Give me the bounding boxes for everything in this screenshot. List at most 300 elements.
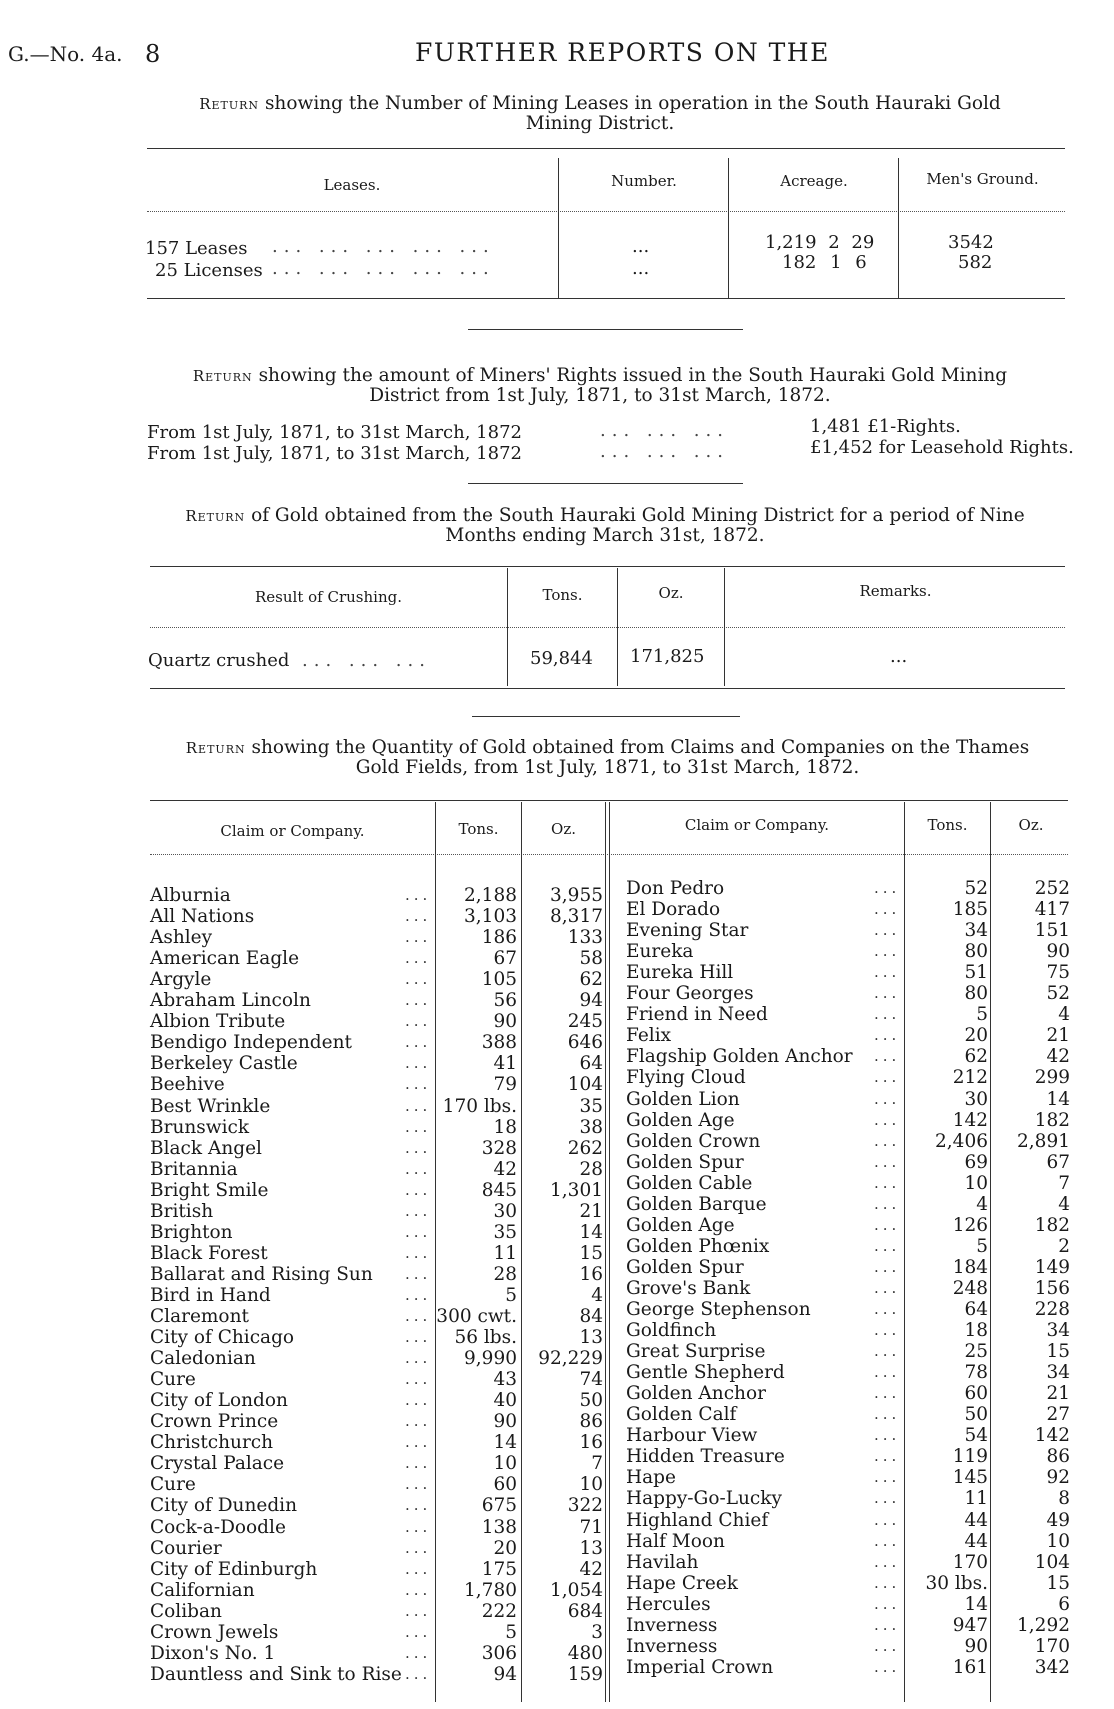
return-lead: Return — [185, 507, 246, 525]
claim-row — [150, 1601, 605, 1622]
claim-tons: 11 — [964, 1488, 988, 1510]
leader-dots: ... — [874, 1110, 901, 1129]
claim-oz: 16 — [579, 1263, 603, 1285]
claim-tons: 388 — [481, 1032, 517, 1054]
col-header-tons: Tons. — [542, 586, 583, 604]
claim-name: Hidden Treasure — [626, 1446, 785, 1468]
claim-tons: 9,990 — [464, 1348, 517, 1370]
claim-name: Berkeley Castle — [150, 1053, 298, 1075]
claim-oz: 71 — [579, 1516, 603, 1538]
claim-oz: 646 — [567, 1032, 603, 1054]
claim-row — [150, 1159, 605, 1180]
leases-return-title — [150, 94, 1050, 134]
claim-row — [626, 1320, 1071, 1341]
leader-dots: ... — [874, 1278, 901, 1297]
claim-oz: 262 — [567, 1137, 603, 1159]
claim-tons: 43 — [493, 1369, 517, 1391]
col-header-mens-ground: Men's Ground. — [926, 170, 1039, 188]
leader-dots: ... — [405, 1370, 432, 1389]
claim-oz: 4 — [1058, 1193, 1070, 1215]
claim-tons: 60 — [964, 1383, 988, 1405]
claim-oz: 13 — [579, 1537, 603, 1559]
claim-row — [626, 1194, 1071, 1215]
claim-name: Beehive — [150, 1074, 225, 1096]
leader-dots: ... — [874, 1636, 901, 1655]
claim-oz: 34 — [1046, 1362, 1070, 1384]
claim-oz: 2,891 — [1017, 1130, 1070, 1152]
claim-tons: 10 — [493, 1453, 517, 1475]
rule — [150, 688, 1065, 689]
claim-row — [150, 1559, 605, 1580]
claim-oz: 42 — [1046, 1046, 1070, 1068]
claim-name: George Stephenson — [626, 1299, 811, 1320]
claim-tons: 5 — [976, 1004, 988, 1026]
rights-return-title — [150, 366, 1050, 406]
claim-oz: 84 — [579, 1306, 603, 1327]
section-separator — [468, 483, 743, 484]
claim-row — [150, 1474, 605, 1495]
claim-tons: 105 — [481, 969, 517, 991]
claim-oz: 38 — [579, 1116, 603, 1138]
leader-dots: ... — [874, 1510, 901, 1529]
claim-tons: 142 — [952, 1109, 988, 1131]
claim-name: Happy-Go-Lucky — [626, 1488, 782, 1510]
claim-tons: 161 — [952, 1656, 988, 1678]
leader-dots: ... — [874, 1489, 901, 1508]
leader-dots: ... — [874, 1594, 901, 1613]
report-code: G.—No. 4a. — [8, 42, 123, 66]
claim-tons: 14 — [493, 1432, 517, 1454]
rights-value: £1,452 for Leasehold Rights. — [810, 437, 1074, 458]
claim-tons: 3,103 — [464, 906, 517, 928]
leader-dots: ... — [874, 900, 901, 919]
claim-tons: 186 — [481, 927, 517, 949]
leader-dots: ... — [874, 1447, 901, 1466]
title-text: showing the Quantity of Gold obtained from Claims and Companies on the Thames — [245, 737, 1030, 758]
leader-dots: ... — [874, 1131, 901, 1150]
claim-tons: 67 — [493, 948, 517, 970]
lease-row-label: 157 Leases — [145, 238, 248, 259]
claim-name: Bird in Hand — [150, 1284, 271, 1306]
leader-dots: ... — [405, 1159, 432, 1178]
claim-oz: 10 — [1046, 1530, 1070, 1552]
col-divider — [605, 802, 606, 1702]
rule — [147, 148, 1065, 149]
claim-tons: 145 — [952, 1467, 988, 1489]
claim-name: Black Forest — [150, 1242, 268, 1264]
leader-dots: ... — [405, 1264, 432, 1283]
col-divider — [898, 158, 899, 298]
claim-oz: 299 — [1034, 1067, 1070, 1089]
claim-row — [626, 1215, 1071, 1236]
claim-name: Gentle Shepherd — [626, 1362, 785, 1384]
title-text: showing the Number of Mining Leases in operation in the South Hauraki Gold — [259, 93, 1001, 114]
claim-name: Ballarat and Rising Sun — [150, 1263, 373, 1285]
crushing-remarks: ... — [890, 646, 908, 667]
claim-tons: 300 cwt. — [436, 1306, 517, 1327]
claim-name: Inverness — [626, 1614, 718, 1636]
claim-tons: 90 — [493, 1411, 517, 1433]
claim-tons: 51 — [964, 962, 988, 984]
claim-row — [626, 983, 1071, 1004]
claim-name: Golden Calf — [626, 1404, 737, 1426]
claim-row — [150, 1053, 605, 1074]
claim-row — [150, 1180, 605, 1201]
claim-row — [626, 1510, 1071, 1531]
leader-dots: ... — [405, 907, 432, 926]
claim-oz: 16 — [579, 1432, 603, 1454]
claim-row — [626, 1257, 1071, 1278]
crushing-tons: 59,844 — [530, 648, 593, 669]
lease-row-acreage: 182 1 6 — [782, 252, 867, 273]
claim-tons: 30 — [964, 1088, 988, 1110]
leader-dots: ... — [874, 984, 901, 1003]
claim-row — [626, 1446, 1071, 1467]
claim-tons: 44 — [964, 1509, 988, 1531]
col-header-remarks: Remarks. — [859, 582, 932, 600]
claim-tons: 40 — [493, 1390, 517, 1412]
col-divider — [724, 568, 725, 686]
claim-row — [150, 948, 605, 969]
claim-name: American Eagle — [150, 948, 300, 970]
claim-row — [150, 1327, 605, 1348]
claim-row — [626, 878, 1071, 899]
claim-row — [626, 1067, 1071, 1088]
claim-row — [150, 1495, 605, 1516]
claim-row — [150, 1138, 605, 1159]
claim-name: Crown Prince — [150, 1411, 279, 1433]
leader-dots: ... — [405, 949, 432, 968]
claim-row — [626, 1046, 1071, 1067]
col-header-oz: Oz. — [1018, 816, 1044, 834]
claim-tons: 18 — [964, 1320, 988, 1342]
claim-name: Golden Spur — [626, 1256, 744, 1278]
leader-dots: ... — [405, 1138, 432, 1157]
claim-row — [150, 1011, 605, 1032]
claim-tons: 18 — [493, 1116, 517, 1138]
col-header-acreage: Acreage. — [780, 172, 848, 190]
claim-name: Friend in Need — [626, 1004, 768, 1026]
claim-tons: 56 lbs. — [454, 1327, 517, 1349]
claim-row — [150, 1453, 605, 1474]
claim-name: Golden Age — [626, 1109, 735, 1131]
claim-oz: 90 — [1046, 941, 1070, 963]
claim-oz: 15 — [1046, 1572, 1070, 1594]
leader-dots: ... — [405, 991, 432, 1010]
claim-oz: 151 — [1034, 920, 1070, 942]
title-text: of Gold obtained from the South Hauraki Gold Mining District for a period of Nine — [245, 505, 1025, 526]
claim-name: Alburnia — [150, 885, 231, 906]
claim-name: Golden Cable — [626, 1172, 753, 1194]
claim-oz: 170 — [1034, 1635, 1070, 1657]
claim-oz: 182 — [1034, 1214, 1070, 1236]
claim-name: Golden Barque — [626, 1193, 767, 1215]
claim-tons: 35 — [493, 1221, 517, 1243]
claim-tons: 62 — [964, 1046, 988, 1068]
claim-row — [626, 1025, 1071, 1046]
leader-dots: ... — [874, 1426, 901, 1445]
claim-oz: 34 — [1046, 1320, 1070, 1342]
claim-tons: 5 — [976, 1235, 988, 1257]
leader-dots: ... — [405, 1285, 432, 1304]
claim-name: Albion Tribute — [150, 1011, 286, 1033]
claim-name: Golden Phœnix — [626, 1235, 770, 1257]
claim-oz: 2 — [1058, 1235, 1070, 1257]
claim-name: Cock-a-Doodle — [150, 1516, 286, 1538]
leader-dots: ... — [405, 1243, 432, 1262]
claim-oz: 1,292 — [1017, 1614, 1070, 1636]
leader-dots: ... — [874, 921, 901, 940]
claim-oz: 86 — [579, 1411, 603, 1433]
claim-oz: 228 — [1034, 1299, 1070, 1320]
title-text-line2: Months ending March 31st, 1872. — [445, 525, 765, 546]
claim-name: Caledonian — [150, 1348, 256, 1370]
claim-name: Hercules — [626, 1593, 711, 1615]
claim-oz: 42 — [579, 1558, 603, 1580]
claim-name: Golden Spur — [626, 1151, 744, 1173]
claim-tons: 69 — [964, 1151, 988, 1173]
claim-row — [626, 941, 1071, 962]
claim-row — [150, 1643, 605, 1664]
claim-oz: 104 — [567, 1074, 603, 1096]
col-divider — [728, 158, 729, 298]
claim-name: Golden Crown — [626, 1130, 761, 1152]
claim-row — [150, 1264, 605, 1285]
claim-row — [150, 906, 605, 927]
crushing-oz: 171,825 — [630, 646, 705, 667]
claim-tons: 170 lbs. — [442, 1095, 517, 1117]
claim-name: Flagship Golden Anchor — [626, 1046, 853, 1068]
leader-dots: ... — [874, 1194, 901, 1213]
claim-oz: 252 — [1034, 878, 1070, 899]
claim-oz: 4 — [1058, 1004, 1070, 1026]
claim-tons: 80 — [964, 941, 988, 963]
claim-tons: 5 — [505, 1284, 517, 1306]
claim-name: City of London — [150, 1390, 288, 1412]
claim-name: Grove's Bank — [626, 1277, 751, 1299]
rights-period: From 1st July, 1871, to 31st March, 1872 — [147, 443, 522, 464]
claim-oz: 182 — [1034, 1109, 1070, 1131]
leader-dots: ... — [405, 1538, 432, 1557]
page-title: FURTHER REPORTS ON THE — [415, 38, 830, 67]
claim-name: Golden Lion — [626, 1088, 740, 1110]
col-header-leases: Leases. — [323, 176, 381, 194]
claim-name: Eureka Hill — [626, 962, 734, 984]
claim-oz: 21 — [579, 1200, 603, 1222]
claim-tons: 20 — [964, 1025, 988, 1047]
claim-row — [626, 899, 1071, 920]
claim-tons: 175 — [481, 1558, 517, 1580]
claim-tons: 248 — [952, 1277, 988, 1299]
claim-name: Bright Smile — [150, 1179, 269, 1201]
leader-dots: ... ... ... — [600, 441, 729, 462]
claim-tons: 5 — [505, 1621, 517, 1643]
claim-oz: 49 — [1046, 1509, 1070, 1531]
claim-tons: 54 — [964, 1425, 988, 1447]
claim-row — [150, 1117, 605, 1138]
claim-oz: 64 — [579, 1053, 603, 1075]
leader-dots: ... — [405, 1075, 432, 1094]
claim-row — [150, 1306, 605, 1327]
claim-row — [150, 1201, 605, 1222]
rule — [147, 211, 1065, 212]
leader-dots: ... — [405, 1201, 432, 1220]
claim-tons: 30 lbs. — [925, 1572, 988, 1594]
claim-name: Christchurch — [150, 1432, 274, 1454]
claim-name: City of Chicago — [150, 1327, 295, 1349]
claim-row — [150, 1074, 605, 1095]
claim-name: Don Pedro — [626, 878, 725, 899]
claim-name: Crown Jewels — [150, 1621, 279, 1643]
claim-name: City of Dunedin — [150, 1495, 297, 1517]
claim-tons: 947 — [952, 1614, 988, 1636]
claim-oz: 156 — [1034, 1277, 1070, 1299]
claim-tons: 79 — [493, 1074, 517, 1096]
claim-tons: 41 — [493, 1053, 517, 1075]
claim-oz: 92,229 — [538, 1348, 603, 1370]
col-header-result: Result of Crushing. — [255, 588, 402, 606]
lease-row-number: ... — [632, 258, 650, 279]
claim-tons: 4 — [976, 1193, 988, 1215]
claim-oz: 15 — [1046, 1341, 1070, 1363]
claim-oz: 92 — [1046, 1467, 1070, 1489]
claim-oz: 480 — [567, 1642, 603, 1664]
claim-row — [150, 1411, 605, 1432]
claim-oz: 58 — [579, 948, 603, 970]
claim-name: Black Angel — [150, 1137, 262, 1159]
claim-oz: 8,317 — [550, 906, 603, 928]
claim-row — [626, 1173, 1071, 1194]
col-header-oz: Oz. — [658, 584, 684, 602]
claim-name: Dauntless and Sink to Rise — [150, 1663, 402, 1685]
lease-row-mens-ground: 3542 — [948, 232, 994, 253]
claim-name: El Dorado — [626, 899, 721, 921]
claim-row — [626, 962, 1071, 983]
claim-name: Cure — [150, 1369, 196, 1391]
leader-dots: ... — [874, 1026, 901, 1045]
claim-oz: 75 — [1046, 962, 1070, 984]
claim-row — [626, 1299, 1071, 1320]
rule — [150, 627, 1065, 628]
claim-tons: 2,406 — [935, 1130, 988, 1152]
claim-row — [626, 1004, 1071, 1025]
claim-tons: 328 — [481, 1137, 517, 1159]
leader-dots: ... — [874, 963, 901, 982]
leader-dots: ... — [405, 1664, 432, 1683]
claim-row — [626, 1552, 1071, 1573]
claim-tons: 30 — [493, 1200, 517, 1222]
leader-dots: ... ... ... — [302, 650, 431, 671]
claim-row — [626, 1488, 1071, 1509]
claim-row — [150, 885, 605, 906]
claim-row — [150, 1096, 605, 1117]
claim-row — [626, 1636, 1071, 1657]
claim-row — [150, 1517, 605, 1538]
claim-tons: 212 — [952, 1067, 988, 1089]
leader-dots: ... — [405, 1433, 432, 1452]
claim-name: Golden Age — [626, 1214, 735, 1236]
claim-tons: 64 — [964, 1299, 988, 1320]
claim-row — [150, 1390, 605, 1411]
leader-dots: ... — [405, 1054, 432, 1073]
leader-dots: ... — [874, 1657, 901, 1676]
claim-row — [150, 1285, 605, 1306]
leader-dots: ... — [405, 1033, 432, 1052]
leader-dots: ... — [874, 879, 901, 897]
leader-dots: ... — [874, 1363, 901, 1382]
title-text-line2: District from 1st July, 1871, to 31st March, 1872. — [369, 385, 831, 406]
claim-tons: 10 — [964, 1172, 988, 1194]
leader-dots: ... — [405, 1307, 432, 1325]
leader-dots: ... — [874, 1236, 901, 1255]
claim-name: Britannia — [150, 1158, 238, 1180]
claim-row — [150, 1622, 605, 1643]
claim-oz: 21 — [1046, 1025, 1070, 1047]
title-text-line2: Gold Fields, from 1st July, 1871, to 31st March, 1872. — [355, 757, 860, 778]
claim-oz: 94 — [579, 990, 603, 1012]
leader-dots: ... — [874, 1384, 901, 1403]
claim-tons: 56 — [493, 990, 517, 1012]
claim-tons: 306 — [481, 1642, 517, 1664]
claim-row — [150, 1580, 605, 1601]
claim-tons: 94 — [493, 1663, 517, 1685]
claim-oz: 104 — [1034, 1551, 1070, 1573]
col-header-tons: Tons. — [458, 820, 499, 838]
claim-name: Claremont — [150, 1306, 249, 1327]
claim-oz: 67 — [1046, 1151, 1070, 1173]
col-divider — [609, 802, 610, 1702]
claim-name: Harbour View — [626, 1425, 758, 1447]
leader-dots: ... — [405, 1391, 432, 1410]
leader-dots: ... ... ... ... ... — [272, 258, 495, 279]
col-header-oz: Oz. — [551, 820, 576, 838]
leader-dots: ... — [405, 1580, 432, 1599]
col-header-claim: Claim or Company. — [220, 822, 365, 840]
claim-tons: 50 — [964, 1404, 988, 1426]
crushing-label: Quartz crushed — [148, 650, 290, 671]
claim-tons: 222 — [481, 1600, 517, 1622]
claim-name: Argyle — [150, 969, 212, 991]
leader-dots: ... — [405, 1349, 432, 1368]
claim-tons: 119 — [952, 1446, 988, 1468]
claim-oz: 417 — [1034, 899, 1070, 921]
claim-tons: 845 — [481, 1179, 517, 1201]
claim-oz: 1,054 — [550, 1579, 603, 1601]
claim-row — [626, 1467, 1071, 1488]
claim-tons: 185 — [952, 899, 988, 921]
claim-oz: 74 — [579, 1369, 603, 1391]
claim-row — [626, 1531, 1071, 1552]
claim-row — [150, 969, 605, 990]
leader-dots: ... ... ... ... ... — [272, 236, 495, 257]
claim-tons: 42 — [493, 1158, 517, 1180]
leader-dots: ... — [405, 1096, 432, 1115]
claim-oz: 13 — [579, 1327, 603, 1349]
leader-dots: ... — [405, 970, 432, 989]
leader-dots: ... — [405, 1559, 432, 1578]
claim-name: Best Wrinkle — [150, 1095, 271, 1117]
lease-row-label: 25 Licenses — [155, 260, 263, 281]
gold-return-title — [150, 506, 1060, 546]
claim-tons: 1,780 — [464, 1579, 517, 1601]
leader-dots: ... — [405, 886, 432, 904]
leader-dots: ... — [874, 1215, 901, 1234]
claim-row — [626, 1657, 1071, 1678]
leader-dots: ... — [874, 1300, 901, 1318]
claim-row — [626, 1383, 1071, 1404]
claim-oz: 7 — [591, 1453, 603, 1475]
claim-row — [626, 1278, 1071, 1299]
